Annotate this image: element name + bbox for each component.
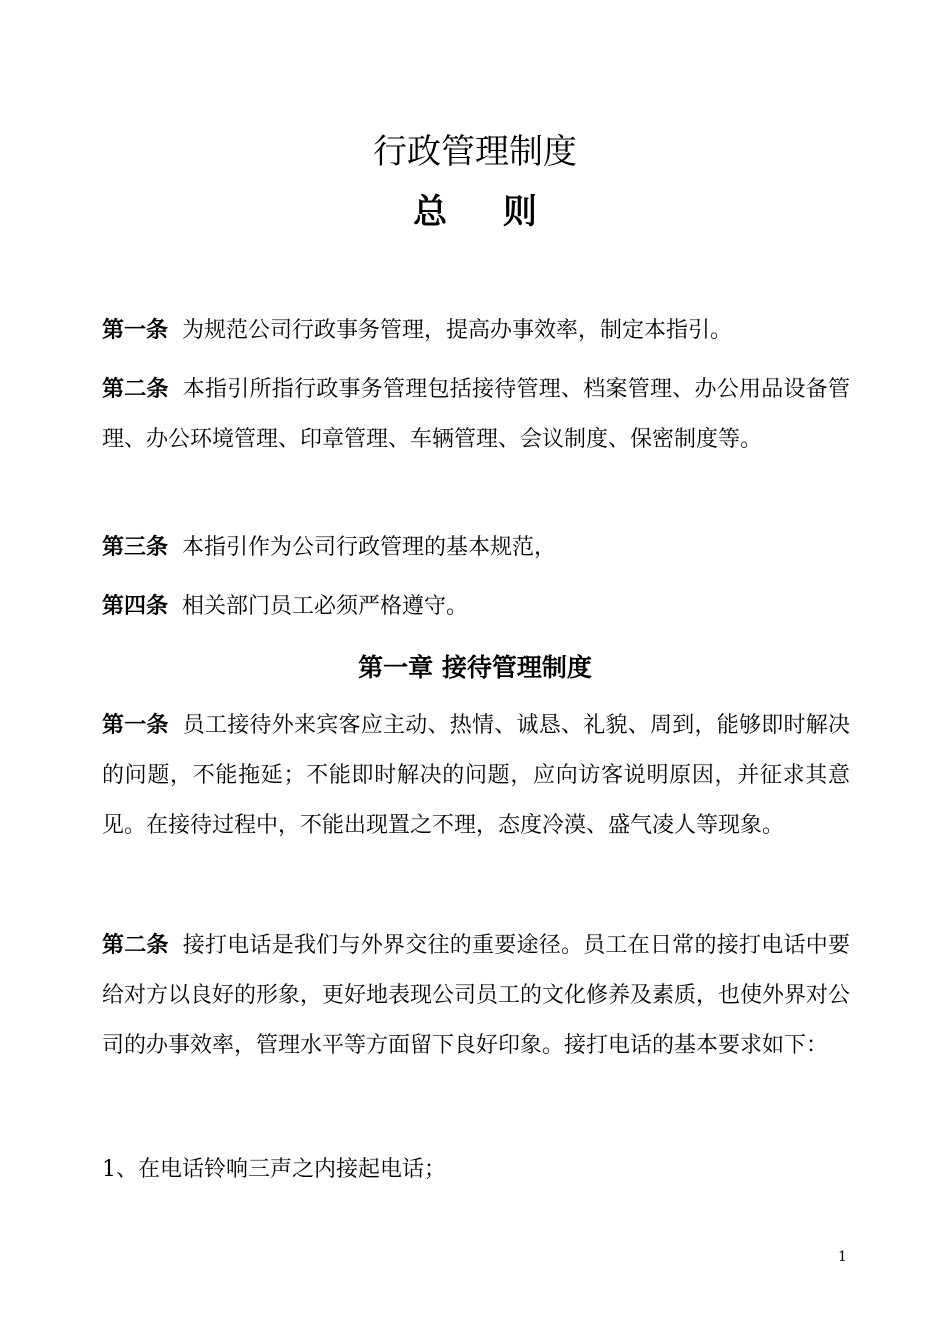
article-text: 本指引所指行政事务管理包括接待管理、档案管理、办公用品设备管理、办公环境管理、印章管理、车辆管理、会议制度、保密制度等。 [102,377,850,452]
article-text: 为规范公司行政事务管理，提高办事效率，制定本指引。 [182,318,733,343]
chapter-heading: 第一章 接待管理制度 [358,653,592,682]
article-general-4 [102,581,850,632]
article-label: 第一条 [102,317,169,343]
article-chapter1-2 [102,920,850,1071]
article-label: 第一条 [102,712,169,738]
list-item: 1、在电话铃响三声之内接起电话； [102,1157,446,1182]
article-label: 第三条 [102,534,169,560]
page-number: 1 [838,1249,847,1265]
article-chapter1-1 [102,700,850,851]
article-general-2 [102,364,850,465]
article-label: 第二条 [102,932,169,958]
article-general-1 [102,305,850,356]
article-text: 本指引作为公司行政管理的基本规范， [182,535,557,560]
document-title: 行政管理制度 [373,132,577,172]
article-text: 相关部门员工必须严格遵守。 [182,594,469,619]
article-label: 第二条 [102,376,169,402]
article-label: 第四条 [102,593,169,619]
article-text: 员工接待外来宾客应主动、热情、诚恳、礼貌、周到，能够即时解决的问题，不能拖延；不能即时解决的问题，应向访客说明原因，并征求其意见。在接待过程中，不能出现置之不理，态度冷漠、盛气凌人等现象。 [102,713,850,838]
article-general-3 [102,522,850,573]
section-heading-general: 总 则 [413,192,559,232]
article-text: 接打电话是我们与外界交往的重要途径。员工在日常的接打电话中要给对方以良好的形象，更好地表现公司员工的文化修养及素质，也使外界对公司的办事效率，管理水平等方面留下良好印象。接打电话的基本要求如下： [102,933,851,1058]
